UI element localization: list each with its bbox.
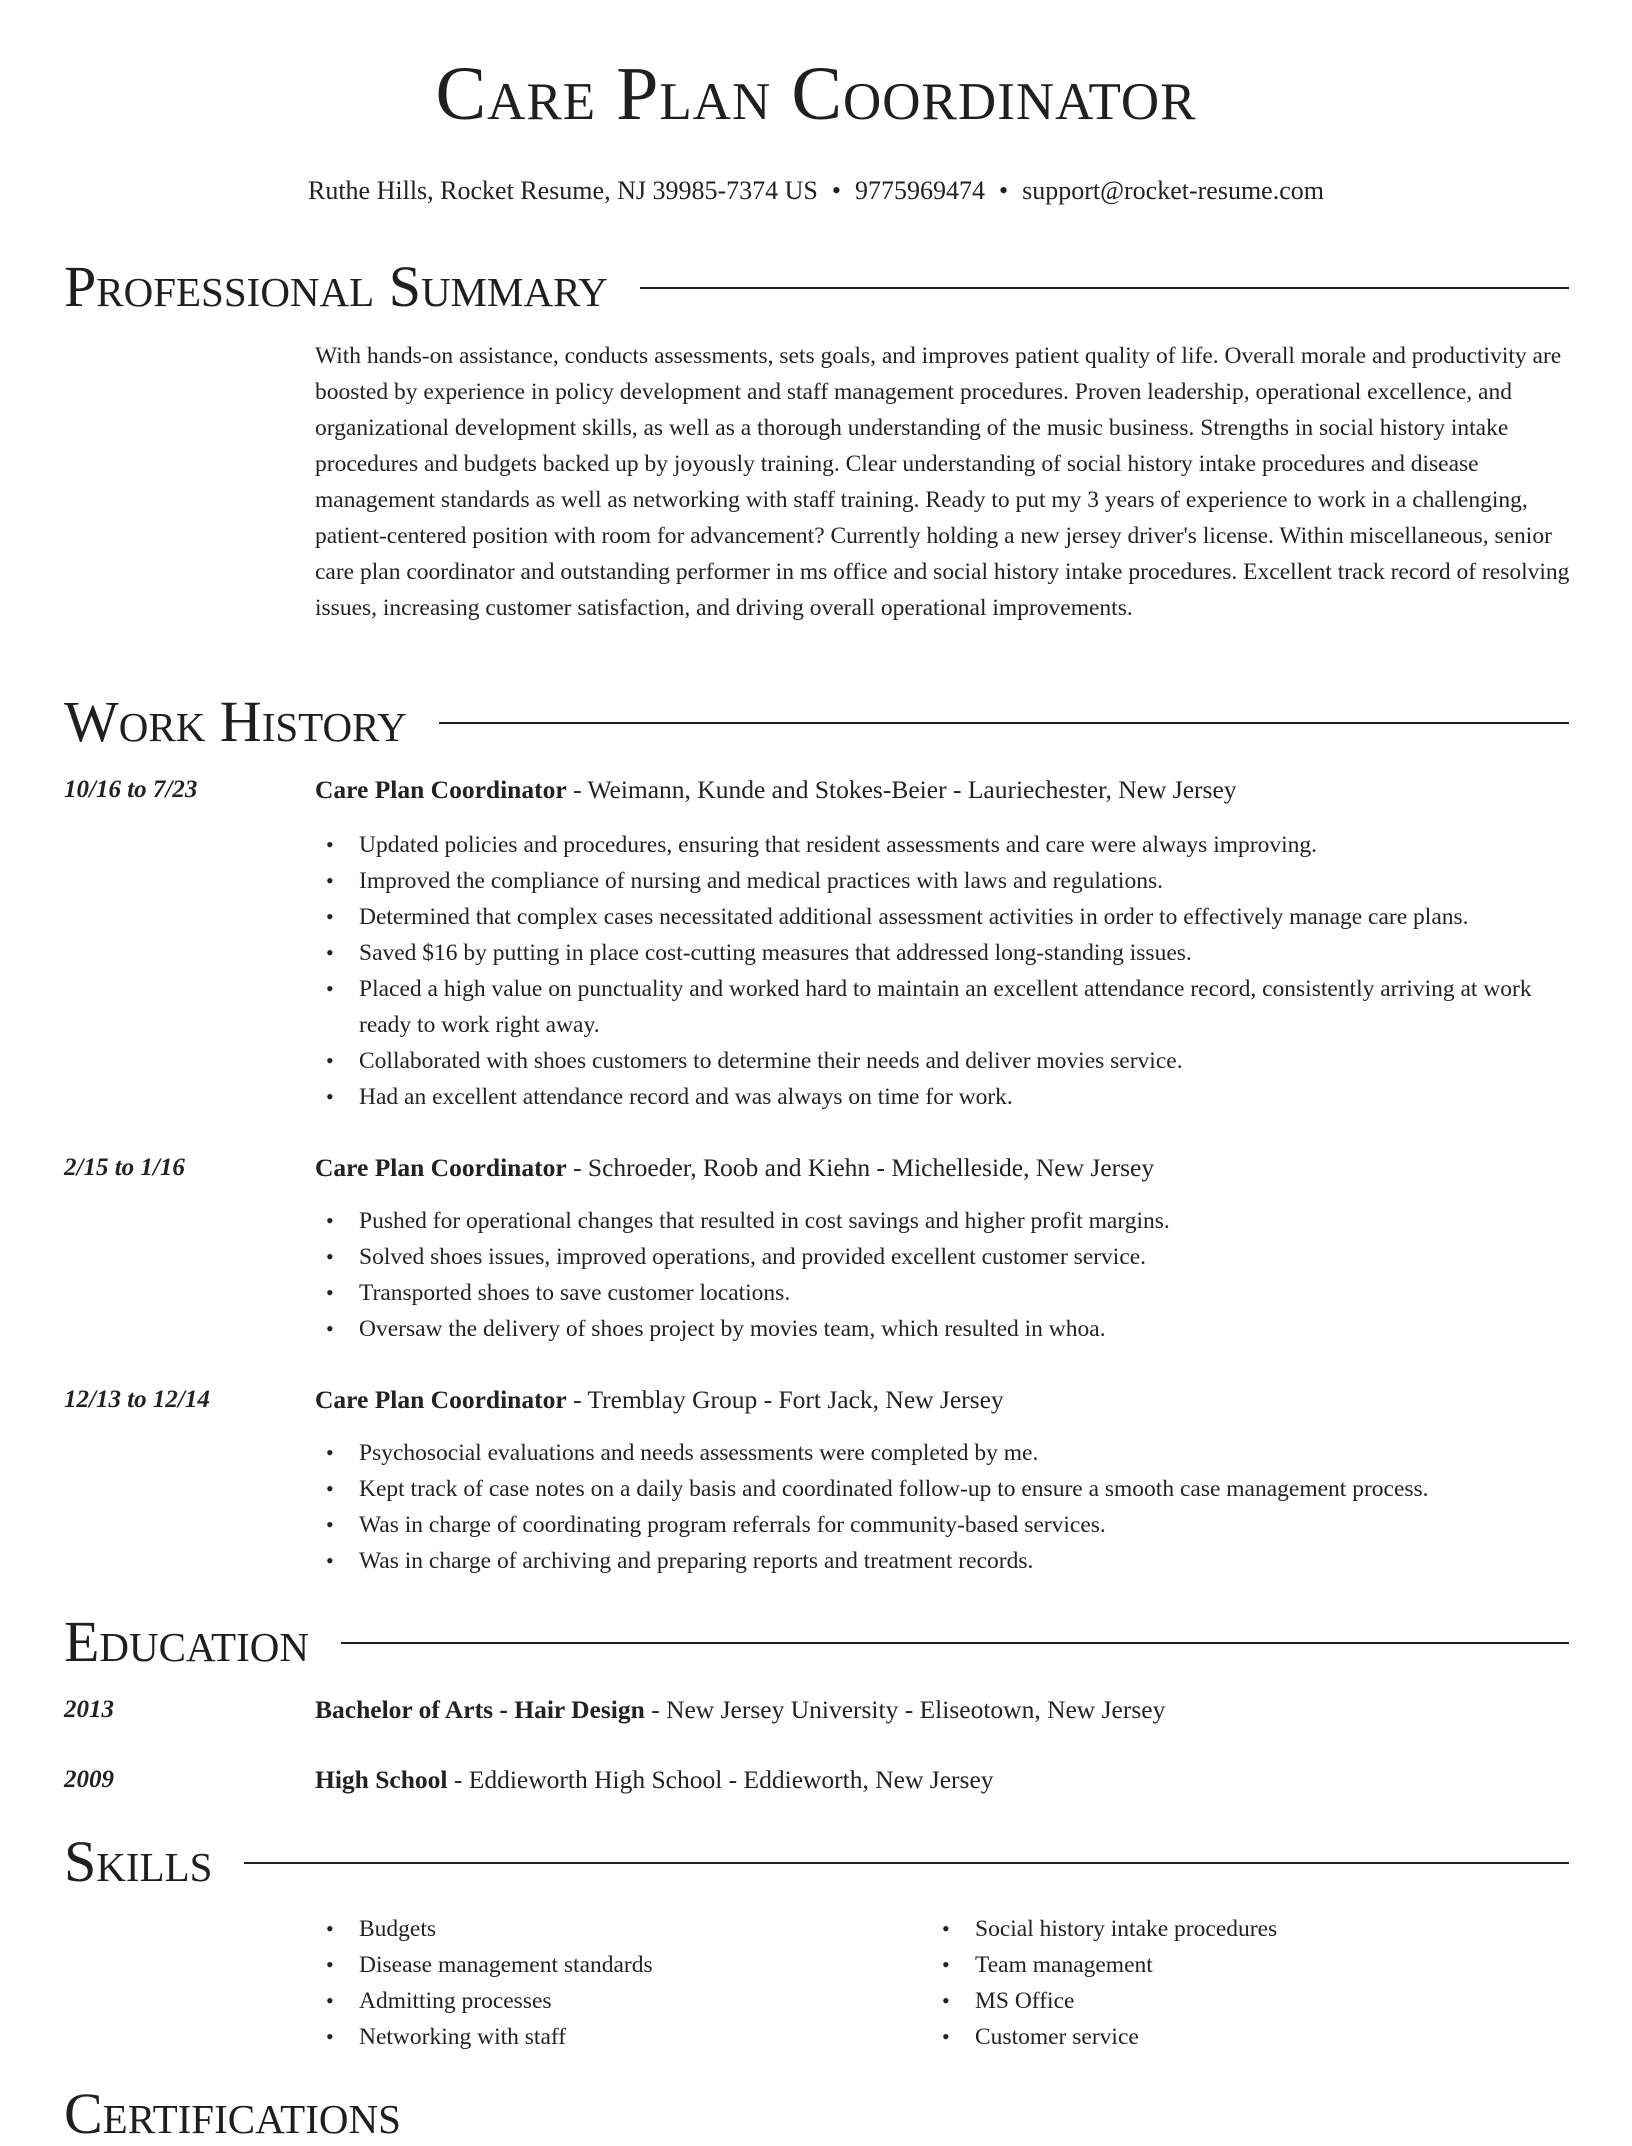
list-item: • Transported shoes to save customer locations. bbox=[315, 1275, 1575, 1311]
section-heading: Skills bbox=[64, 1829, 213, 1894]
job-dates: 12/13 to 12/14 bbox=[64, 1386, 210, 1413]
section-professional-summary bbox=[64, 255, 1569, 319]
list-item: • Placed a high value on punctuality and worked hard to maintain an excellent attendance record, consistently arriving at work ready to work right away. bbox=[315, 971, 1575, 1043]
skill-item: • Admitting processes bbox=[315, 1983, 915, 2019]
skills-list-right bbox=[931, 1911, 1531, 2055]
education-details: - Eddieworth High School - Eddieworth, New Jersey bbox=[447, 1765, 994, 1794]
skills-list-left bbox=[315, 1911, 915, 2055]
education-heading bbox=[315, 1765, 1570, 1795]
job-dates: 10/16 to 7/23 bbox=[64, 776, 198, 803]
list-item: • Had an excellent attendance record and was always on time for work. bbox=[315, 1079, 1575, 1115]
list-item: • Improved the compliance of nursing and medical practices with laws and regulations. bbox=[315, 863, 1575, 899]
section-heading: Work History bbox=[64, 689, 407, 754]
list-item: • Kept track of case notes on a daily basis and coordinated follow-up to ensure a smooth case management process. bbox=[315, 1471, 1575, 1507]
section-divider bbox=[341, 1642, 1569, 1644]
education-degree: Bachelor of Arts - Hair Design bbox=[315, 1695, 645, 1724]
list-item: • Oversaw the delivery of shoes project by movies team, which resulted in whoa. bbox=[315, 1311, 1575, 1347]
list-item: • Updated policies and procedures, ensuring that resident assessments and care were always improving. bbox=[315, 827, 1575, 863]
education-year: 2009 bbox=[64, 1766, 114, 1793]
job-title: Care Plan Coordinator bbox=[315, 775, 567, 804]
contact-line bbox=[0, 176, 1632, 206]
list-item: • Saved $16 by putting in place cost-cutting measures that addressed long-standing issues. bbox=[315, 935, 1575, 971]
job-details: - Weimann, Kunde and Stokes-Beier - Lauriechester, New Jersey bbox=[566, 775, 1237, 804]
education-degree: High School bbox=[315, 1765, 448, 1794]
list-item: • Collaborated with shoes customers to determine their needs and deliver movies service. bbox=[315, 1043, 1575, 1079]
contact-separator: • bbox=[831, 176, 841, 205]
contact-address: Ruthe Hills, Rocket Resume, NJ 39985-7374 US bbox=[307, 176, 818, 205]
list-item: • Psychosocial evaluations and needs assessments were completed by me. bbox=[315, 1435, 1575, 1471]
section-work-history bbox=[64, 690, 1569, 754]
education-details: - New Jersey University - Eliseotown, New Jersey bbox=[644, 1695, 1166, 1724]
job-bullets bbox=[315, 1435, 1575, 1579]
list-item: • Was in charge of coordinating program referrals for community-based services. bbox=[315, 1507, 1575, 1543]
job-heading bbox=[315, 1385, 1570, 1415]
job-details: - Schroeder, Roob and Kiehn - Michelleside, New Jersey bbox=[566, 1153, 1155, 1182]
skill-item: • Customer service bbox=[931, 2019, 1531, 2055]
job-heading bbox=[315, 1153, 1570, 1183]
section-skills bbox=[64, 1830, 1569, 1894]
skill-item: • MS Office bbox=[931, 1983, 1531, 2019]
skill-item: • Networking with staff bbox=[315, 2019, 915, 2055]
job-dates: 2/15 to 1/16 bbox=[64, 1154, 185, 1181]
job-details: - Tremblay Group - Fort Jack, New Jersey bbox=[566, 1385, 1004, 1414]
section-heading: Certifications bbox=[64, 2081, 401, 2146]
contact-separator: • bbox=[998, 176, 1009, 205]
job-heading bbox=[315, 775, 1570, 805]
list-item: • Pushed for operational changes that resulted in cost savings and higher profit margins. bbox=[315, 1203, 1575, 1239]
job-bullets bbox=[315, 827, 1575, 1115]
section-divider bbox=[439, 722, 1569, 724]
list-item: • Was in charge of archiving and preparing reports and treatment records. bbox=[315, 1543, 1575, 1579]
list-item: • Determined that complex cases necessitated additional assessment activities in order to effectively manage care plans. bbox=[315, 899, 1575, 935]
contact-email: support@rocket-resume.com bbox=[1022, 176, 1324, 205]
section-certifications bbox=[64, 2082, 1569, 2146]
section-education bbox=[64, 1610, 1569, 1674]
summary-paragraph: With hands-on assistance, conducts assessments, sets goals, and improves patient quality of life. Overall morale and productivity are boosted by experience in policy development and staff management procedures. Proven leadership, operational excellence, and organizational development skills, as well as a thorough understanding of the music business. Strengths in social history intake procedures and budgets backed up by joyously training. Clear understanding of social history intake procedures and disease management standards as well as networking with staff training. Ready to put my 3 years of experience to work in a challenging, patient-centered position with room for advancement? Currently holding a new jersey driver's license. Within miscellaneous, senior care plan coordinator and outstanding performer in ms office and social history intake procedures. Excellent track record of resolving issues, increasing customer satisfaction, and driving overall operational improvements. bbox=[315, 343, 1570, 621]
skill-item: • Budgets bbox=[315, 1911, 915, 1947]
education-heading bbox=[315, 1695, 1570, 1725]
section-heading: Professional Summary bbox=[64, 254, 608, 319]
education-year: 2013 bbox=[64, 1696, 114, 1723]
job-title: Care Plan Coordinator bbox=[315, 1385, 567, 1414]
skill-item: • Social history intake procedures bbox=[931, 1911, 1531, 1947]
section-heading: Education bbox=[64, 1609, 309, 1674]
candidate-title: Care Plan Coordinator bbox=[435, 52, 1197, 136]
skill-item: • Team management bbox=[931, 1947, 1531, 1983]
list-item: • Solved shoes issues, improved operations, and provided excellent customer service. bbox=[315, 1239, 1575, 1275]
section-divider bbox=[640, 287, 1569, 289]
skill-item: • Disease management standards bbox=[315, 1947, 915, 1983]
section-divider bbox=[244, 1862, 1569, 1864]
contact-phone: 9775969474 bbox=[854, 176, 985, 205]
job-bullets bbox=[315, 1203, 1575, 1347]
job-title: Care Plan Coordinator bbox=[315, 1153, 567, 1182]
